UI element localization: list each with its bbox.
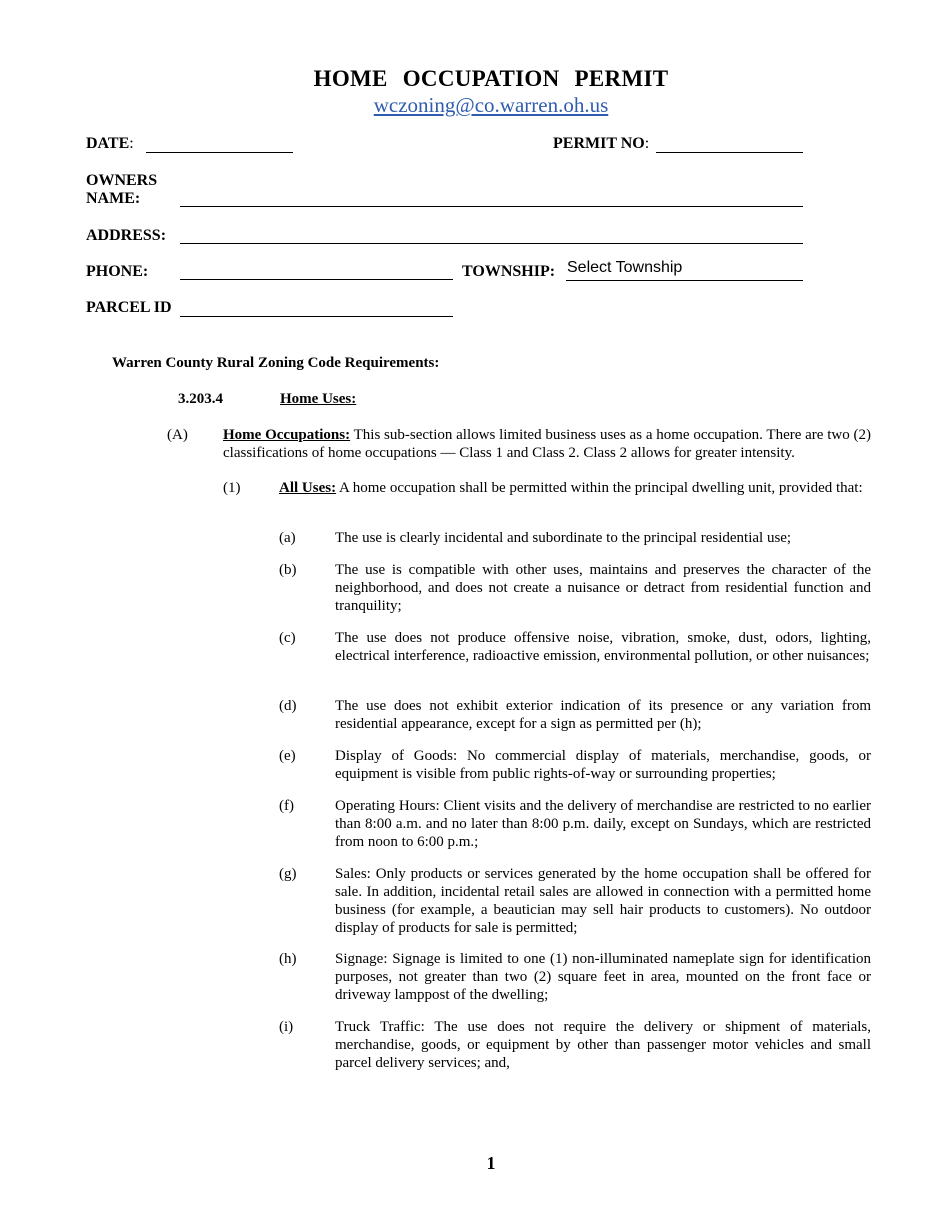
list-item-marker: (c) [279, 630, 296, 646]
address-label: ADDRESS: [86, 227, 167, 244]
requirements-heading: Warren County Rural Zoning Code Requirements: [112, 355, 440, 371]
permit-no-label: PERMIT NO: [553, 135, 650, 152]
list-item-marker: (e) [279, 748, 296, 764]
township-select[interactable] [566, 258, 803, 281]
parcel-id-label: PARCEL ID [86, 299, 172, 316]
page-number: 1 [486, 1153, 496, 1173]
list-item-marker: (a) [279, 530, 296, 546]
section-number: 3.203.4 [178, 391, 223, 407]
list-item-marker: (d) [279, 698, 297, 714]
item-1-paragraph: All Uses: A home occupation shall be permitted within the principal dwelling unit, provided that: [279, 480, 863, 496]
list-item: Display of Goods: No commercial display of materials, merchandise, goods, or equipment is visible from public rights-of-way or surrounding properties; [335, 748, 871, 782]
list-item-marker: (b) [279, 562, 297, 578]
item-A-marker: (A) [167, 427, 188, 443]
phone-field[interactable] [180, 279, 453, 280]
list-item: The use is compatible with other uses, maintains and preserves the character of the neighborhood, and does not create a nuisance or detract from residential function and tranquility; [335, 562, 871, 614]
list-item: The use does not produce offensive noise, vibration, smoke, dust, odors, lighting, electrical interference, radioactive emission, environmental pollution, or other nuisances; [335, 630, 871, 664]
permit-no-field[interactable] [656, 152, 803, 153]
item-A-paragraph: Home Occupations: This sub-section allows limited business uses as a home occupation. There are two (2) classifications of home occupations — Class 1 and Class 2. Class 2 allows for greater intensity. [223, 427, 871, 461]
list-item: Truck Traffic: The use does not require the delivery or shipment of materials, merchandise, goods, or equipment by other than passenger motor vehicles and small parcel delivery services; and, [335, 1019, 871, 1071]
date-label: DATE: [86, 135, 134, 152]
list-item: The use is clearly incidental and subordinate to the principal residential use; [335, 530, 792, 546]
township-select-value: Select Township [567, 259, 683, 276]
list-item: Signage: Signage is limited to one (1) non-illuminated nameplate sign for identification purposes, not greater than two (2) square feet in area, mounted on the front face or driveway lamppost of the dwelling; [335, 951, 871, 1003]
owners-name-field[interactable] [180, 206, 803, 207]
list-item-marker: (h) [279, 951, 297, 967]
parcel-id-field[interactable] [180, 316, 453, 317]
list-item: Operating Hours: Client visits and the delivery of merchandise are restricted to no earlier than 8:00 a.m. and no later than 8:00 p.m. daily, except on Sundays, which are restricted from noon to 6:00 p.m.; [335, 798, 871, 850]
list-item: Sales: Only products or services generated by the home occupation shall be offered for sale. In addition, incidental retail sales are allowed in connection with a permitted home business (for example, a beautician may sell hair products to customers). No outdoor display of products for sale is permitted; [335, 866, 871, 936]
phone-label: PHONE: [86, 263, 149, 280]
list-item-marker: (g) [279, 866, 297, 882]
page-title: HOME OCCUPATION PERMIT [313, 66, 669, 91]
section-title: Home Uses: [280, 391, 357, 407]
email-link[interactable]: wczoning@co.warren.oh.us [373, 93, 609, 117]
township-label: TOWNSHIP: [462, 263, 556, 280]
date-field[interactable] [146, 152, 293, 153]
list-item-marker: (f) [279, 798, 294, 814]
item-1-marker: (1) [223, 480, 241, 496]
list-item-marker: (i) [279, 1019, 294, 1035]
address-field[interactable] [180, 243, 803, 244]
list-item: The use does not exhibit exterior indication of its presence or any variation from residential appearance, except for a sign as permitted per (h); [335, 698, 871, 732]
owners-name-label: OWNERS NAME: [86, 172, 158, 207]
